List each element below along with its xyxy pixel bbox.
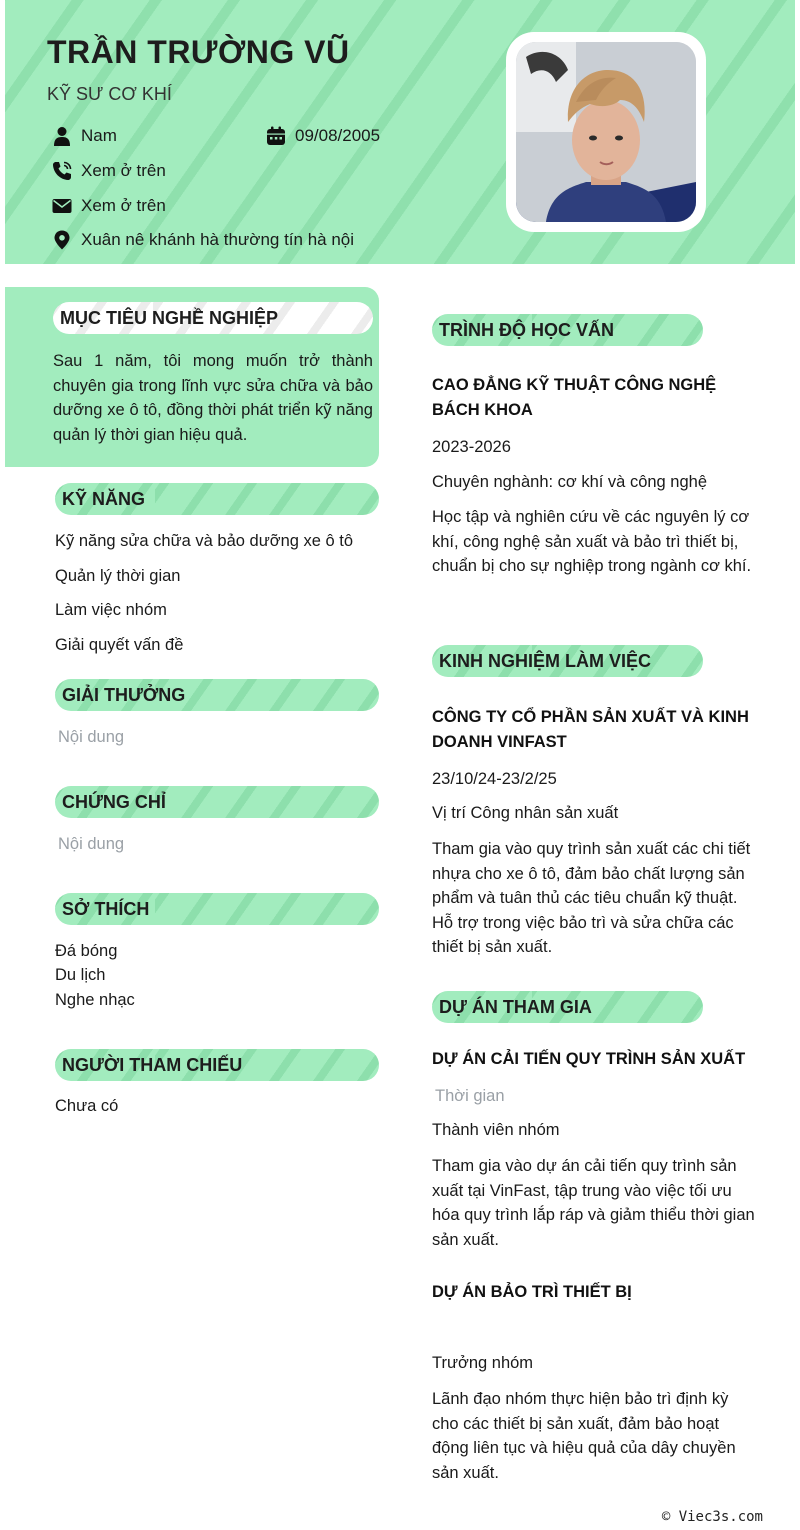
- awards-content: Nội dung: [58, 728, 125, 746]
- candidate-title: KỸ SƯ CƠ KHÍ: [47, 84, 172, 104]
- objective-heading: MỤC TIÊU NGHỀ NGHIỆP: [53, 302, 373, 334]
- phone-icon: [52, 161, 72, 181]
- gender-value: Nam: [81, 126, 117, 145]
- project-description: Tham gia vào dự án cải tiến quy trình sản xuất tại VinFast, tập trung vào việc tối ưu hóa quy trình lắp ráp và giảm thiểu thời gian sản xuất.: [432, 1157, 755, 1249]
- envelope-icon: [52, 196, 72, 216]
- education-period: 2023-2026: [432, 438, 511, 456]
- avatar: [516, 42, 696, 222]
- location-pin-icon: [52, 230, 72, 250]
- certificates-heading: CHỨNG CHỈ: [55, 786, 379, 818]
- candidate-name: TRẦN TRƯỜNG VŨ: [47, 34, 350, 70]
- skill-item: Quản lý thời gian: [55, 567, 181, 585]
- experience-heading: KINH NGHIỆM LÀM VIỆC: [432, 645, 703, 677]
- skill-item: Giải quyết vấn đề: [55, 636, 184, 654]
- address-row: [52, 230, 354, 250]
- project-role: Trưởng nhóm: [432, 1354, 534, 1372]
- experience-period: 23/10/24-23/2/25: [432, 770, 557, 788]
- education-school: CAO ĐẲNG KỸ THUẬT CÔNG NGHỆ BÁCH KHOA: [432, 376, 717, 419]
- phone-value: Xem ở trên: [81, 161, 166, 180]
- email-row: [52, 196, 166, 216]
- references-heading: NGƯỜI THAM CHIẾU: [55, 1049, 379, 1081]
- hobby-item: Nghe nhạc: [55, 991, 135, 1009]
- avatar-illustration: [516, 42, 696, 222]
- education-description: Học tập và nghiên cứu về các nguyên lý cơ khí, công nghệ sản xuất và bảo trì thiết bị, chuẩn bị cho sự nghiệp trong ngành cơ khí.: [432, 508, 752, 575]
- hobby-item: Đá bóng: [55, 942, 118, 960]
- project-time: Thời gian: [435, 1087, 505, 1105]
- email-value: Xem ở trên: [81, 196, 166, 215]
- skills-heading: KỸ NĂNG: [55, 483, 379, 515]
- gender-row: [52, 126, 117, 146]
- objective-text: Sau 1 năm, tôi mong muốn trở thành chuyên gia trong lĩnh vực sửa chữa và bảo dưỡng xe ô tô, đồng thời phát triển kỹ năng quản lý thời gian hiệu quả.: [53, 352, 373, 444]
- calendar-icon: [266, 126, 286, 146]
- address-value: Xuân nê khánh hà thường tín hà nội: [81, 230, 355, 249]
- birthdate-value: 09/08/2005: [295, 126, 381, 145]
- hobby-item: Du lịch: [55, 966, 106, 984]
- birthdate-row: [266, 126, 380, 146]
- references-content: Chưa có: [55, 1097, 119, 1115]
- project-role: Thành viên nhóm: [432, 1121, 560, 1139]
- avatar-frame: [506, 32, 706, 232]
- projects-heading: DỰ ÁN THAM GIA: [432, 991, 703, 1023]
- experience-company: CÔNG TY CỔ PHẦN SẢN XUẤT VÀ KINH DOANH VINFAST: [432, 708, 749, 751]
- footer-credit: © Viec3s.com: [661, 1509, 763, 1525]
- phone-row: [52, 161, 166, 181]
- education-major: Chuyên nghành: cơ khí và công nghệ: [432, 473, 708, 491]
- project-name: DỰ ÁN BẢO TRÌ THIẾT BỊ: [432, 1283, 632, 1301]
- project-description: Lãnh đạo nhóm thực hiện bảo trì định kỳ cho các thiết bị sản xuất, đảm bảo hoạt động liên tục và hiệu quả của dây chuyền sản xuất.: [432, 1390, 736, 1482]
- education-heading: TRÌNH ĐỘ HỌC VẤN: [432, 314, 703, 346]
- hobbies-heading: SỞ THÍCH: [55, 893, 379, 925]
- skill-item: Làm việc nhóm: [55, 601, 167, 619]
- experience-description: Tham gia vào quy trình sản xuất các chi tiết nhựa cho xe ô tô, đảm bảo chất lượng sản phẩm và tuân thủ các tiêu chuẩn kỹ thuật. Hỗ trợ trong việc bảo trì và sửa chữa các thiết bị sản xuất.: [432, 840, 751, 956]
- awards-heading: GIẢI THƯỞNG: [55, 679, 379, 711]
- experience-position: Vị trí Công nhân sản xuất: [432, 804, 619, 822]
- person-icon: [52, 126, 72, 146]
- certificates-content: Nội dung: [58, 835, 125, 853]
- project-name: DỰ ÁN CẢI TIẾN QUY TRÌNH SẢN XUẤT: [432, 1050, 746, 1068]
- skill-item: Kỹ năng sửa chữa và bảo dưỡng xe ô tô: [55, 532, 354, 550]
